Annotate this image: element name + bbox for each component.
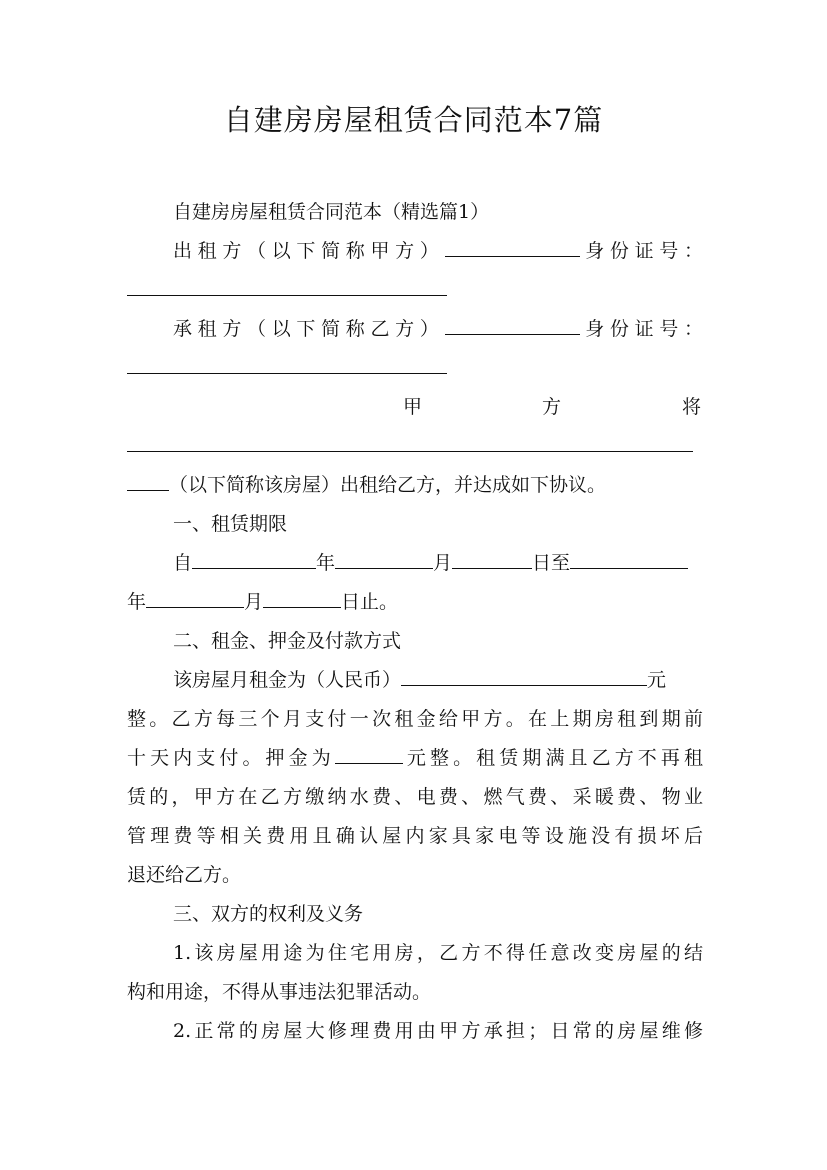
house-address-line bbox=[127, 431, 703, 461]
rent-line-2: 整。乙方每三个月支付一次租金给甲方。在上期房租到期前 bbox=[127, 708, 703, 730]
lessor-label: 出租方（以下简称甲方） bbox=[173, 240, 445, 262]
from-text: 自 bbox=[173, 552, 193, 574]
year-text: 年 bbox=[127, 591, 147, 613]
rent-line-6: 退还给乙方。 bbox=[127, 864, 242, 886]
house-blank bbox=[127, 472, 169, 491]
start-day-blank bbox=[452, 550, 532, 569]
start-month-blank bbox=[335, 550, 433, 569]
id-label: 身份证号： bbox=[579, 240, 703, 262]
lessor-id-line bbox=[127, 275, 703, 305]
party-a-line bbox=[127, 392, 703, 422]
lessee-id-blank bbox=[127, 355, 447, 374]
day-to-text: 日至 bbox=[532, 552, 571, 574]
lessee-label: 承租方（以下简称乙方） bbox=[173, 318, 445, 340]
deposit-amount-blank bbox=[335, 745, 403, 764]
rent-line-4: 赁的，甲方在乙方缴纳水费、电费、燃气费、采暖费、物业 bbox=[127, 786, 703, 808]
section-2-heading: 二、租金、押金及付款方式 bbox=[173, 630, 402, 652]
rent-line-3 bbox=[127, 743, 703, 773]
year-text: 年 bbox=[316, 552, 336, 574]
section-heading: 自建房房屋租赁合同范本（精选篇1） bbox=[173, 201, 490, 223]
lessor-id-blank bbox=[127, 277, 447, 296]
deposit-prefix: 十天内支付。押金为 bbox=[127, 747, 335, 769]
id-label: 身份证号： bbox=[579, 318, 703, 340]
rent-prefix: 该房屋月租金为（人民币） bbox=[173, 669, 402, 691]
item-2-line-1: 2.正常的房屋大修理费用由甲方承担；日常的房屋维修 bbox=[173, 1020, 703, 1042]
lessor-line bbox=[173, 236, 703, 266]
lease-term-line-2 bbox=[127, 587, 703, 617]
lessee-line bbox=[173, 314, 703, 344]
house-tail: （以下简称该房屋）出租给乙方，并达成如下协议。 bbox=[169, 474, 607, 496]
yuan-text: 元 bbox=[647, 669, 667, 691]
house-line bbox=[127, 470, 703, 500]
lessee-name-blank bbox=[445, 316, 580, 335]
rent-line-5: 管理费等相关费用且确认屋内家具家电等设施没有损坏后 bbox=[127, 825, 703, 847]
end-year-blank bbox=[570, 550, 688, 569]
end-month-blank bbox=[146, 589, 244, 608]
jiang-char: 将 bbox=[682, 396, 702, 418]
fang-char: 方 bbox=[542, 396, 562, 418]
lessee-id-line bbox=[127, 353, 703, 383]
lessor-name-blank bbox=[445, 238, 580, 257]
document-title: 自建房房屋租赁合同范本7篇 bbox=[223, 103, 604, 137]
rent-line-1 bbox=[173, 665, 703, 695]
item-1-line-2: 构和用途，不得从事违法犯罪活动。 bbox=[127, 981, 432, 1003]
deposit-suffix: 元整。租赁期满且乙方不再租 bbox=[402, 747, 703, 769]
item-1-line-1: 1.该房屋用途为住宅用房，乙方不得任意改变房屋的结 bbox=[173, 942, 703, 964]
day-end-text: 日止。 bbox=[341, 591, 399, 613]
end-day-blank bbox=[263, 589, 341, 608]
party-a-char: 甲 bbox=[403, 396, 423, 418]
start-year-blank bbox=[192, 550, 316, 569]
month-text: 月 bbox=[244, 591, 264, 613]
rent-amount-blank bbox=[401, 667, 647, 686]
house-address-blank bbox=[127, 433, 693, 452]
lease-term-line-1 bbox=[173, 548, 703, 578]
month-text: 月 bbox=[433, 552, 453, 574]
section-1-heading: 一、租赁期限 bbox=[173, 513, 288, 535]
section-3-heading: 三、双方的权利及义务 bbox=[173, 903, 364, 925]
